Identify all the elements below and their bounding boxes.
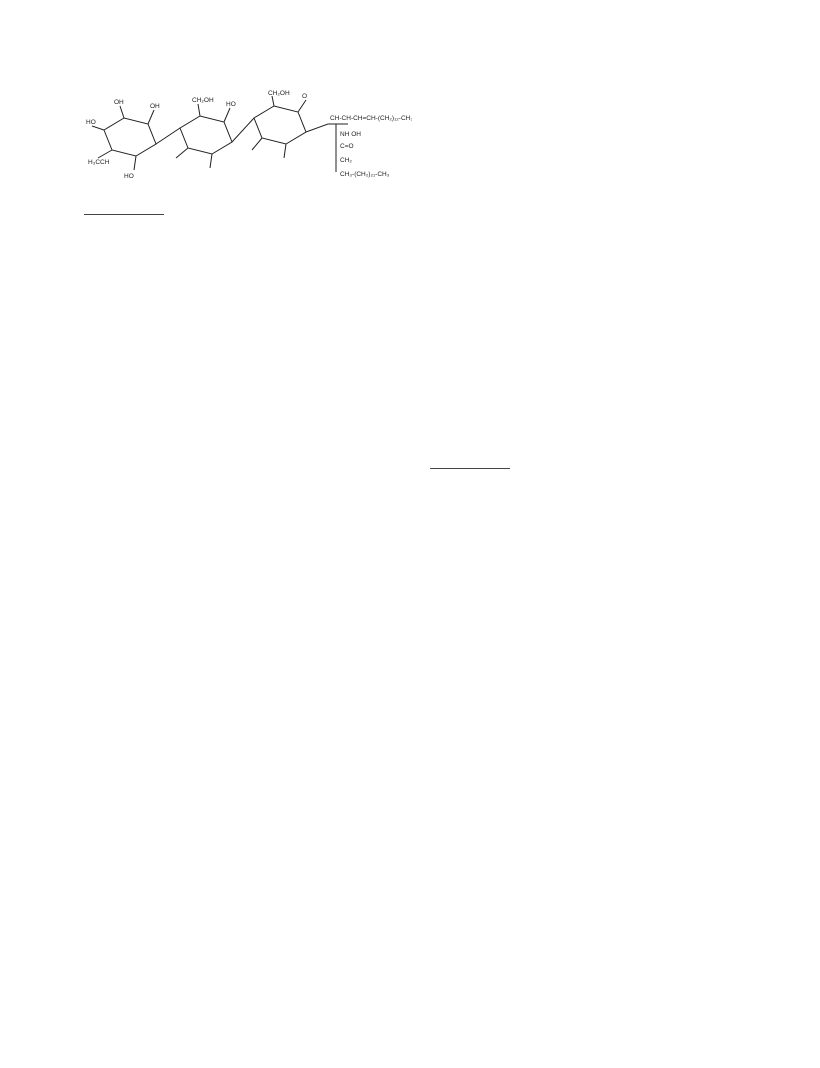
svg-text:NH OH: NH OH <box>340 131 361 138</box>
globoside-structure <box>84 88 412 200</box>
svg-text:OH: OH <box>114 99 124 106</box>
svg-text:CH₂OH: CH₂OH <box>192 97 214 104</box>
svg-text:CH₂: CH₂ <box>340 157 352 164</box>
svg-text:C=O: C=O <box>340 143 354 150</box>
svg-text:HO: HO <box>124 173 134 180</box>
svg-text:CH-CH-CH=CH-(CH₂)₁₂-CH₃: CH-CH-CH=CH-(CH₂)₁₂-CH₃ <box>330 115 412 122</box>
footnote-rule <box>84 214 164 215</box>
svg-text:CH₂OH: CH₂OH <box>268 90 290 97</box>
running-header <box>84 28 736 44</box>
nmr-spectrum-figure <box>430 58 760 444</box>
svg-text:CH₃-(CH₂)₂₁-CH₃: CH₃-(CH₂)₂₁-CH₃ <box>340 171 390 178</box>
svg-text:H₃CCH: H₃CCH <box>88 159 110 166</box>
left-column <box>84 58 412 219</box>
svg-text:HO: HO <box>226 101 236 108</box>
footnote-rule-right <box>430 468 510 469</box>
svg-text:OH: OH <box>150 103 160 110</box>
right-column <box>430 58 760 473</box>
svg-text:O: O <box>302 93 308 100</box>
svg-text:HO: HO <box>86 119 96 126</box>
